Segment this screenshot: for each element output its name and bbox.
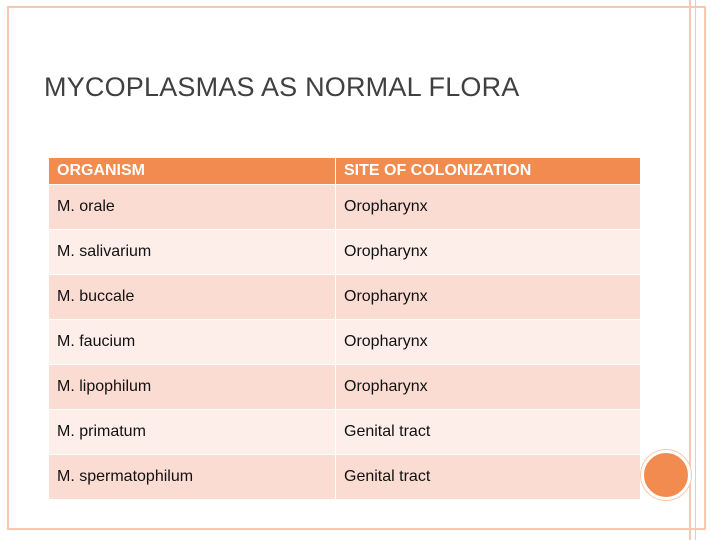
table-row [49,320,641,365]
header-site: SITE OF COLONIZATION [336,158,641,185]
table-row [49,185,641,230]
table-header-row [49,158,641,185]
flora-table [48,157,641,500]
organism-cell: M. salivarium [49,230,336,275]
table-row [49,455,641,500]
site-cell: Genital tract [336,455,641,500]
table-row [49,230,641,275]
site-cell: Oropharynx [336,365,641,410]
organism-cell: M. lipophilum [49,365,336,410]
site-cell: Oropharynx [336,275,641,320]
organism-cell: M. faucium [49,320,336,365]
table-row [49,410,641,455]
site-cell: Oropharynx [336,320,641,365]
organism-cell: M. buccale [49,275,336,320]
site-cell: Oropharynx [336,230,641,275]
header-organism: ORGANISM [49,158,336,185]
slide-title: MYCOPLASMAS AS NORMAL FLORA [44,72,520,102]
decorative-rule [689,0,691,540]
organism-cell: M. primatum [49,410,336,455]
decorative-circle [641,450,691,500]
site-cell: Genital tract [336,410,641,455]
table-row [49,275,641,320]
site-cell: Oropharynx [336,185,641,230]
organism-cell: M. spermatophilum [49,455,336,500]
organism-cell: M. orale [49,185,336,230]
decorative-rule-thin [695,0,696,540]
table-row [49,365,641,410]
